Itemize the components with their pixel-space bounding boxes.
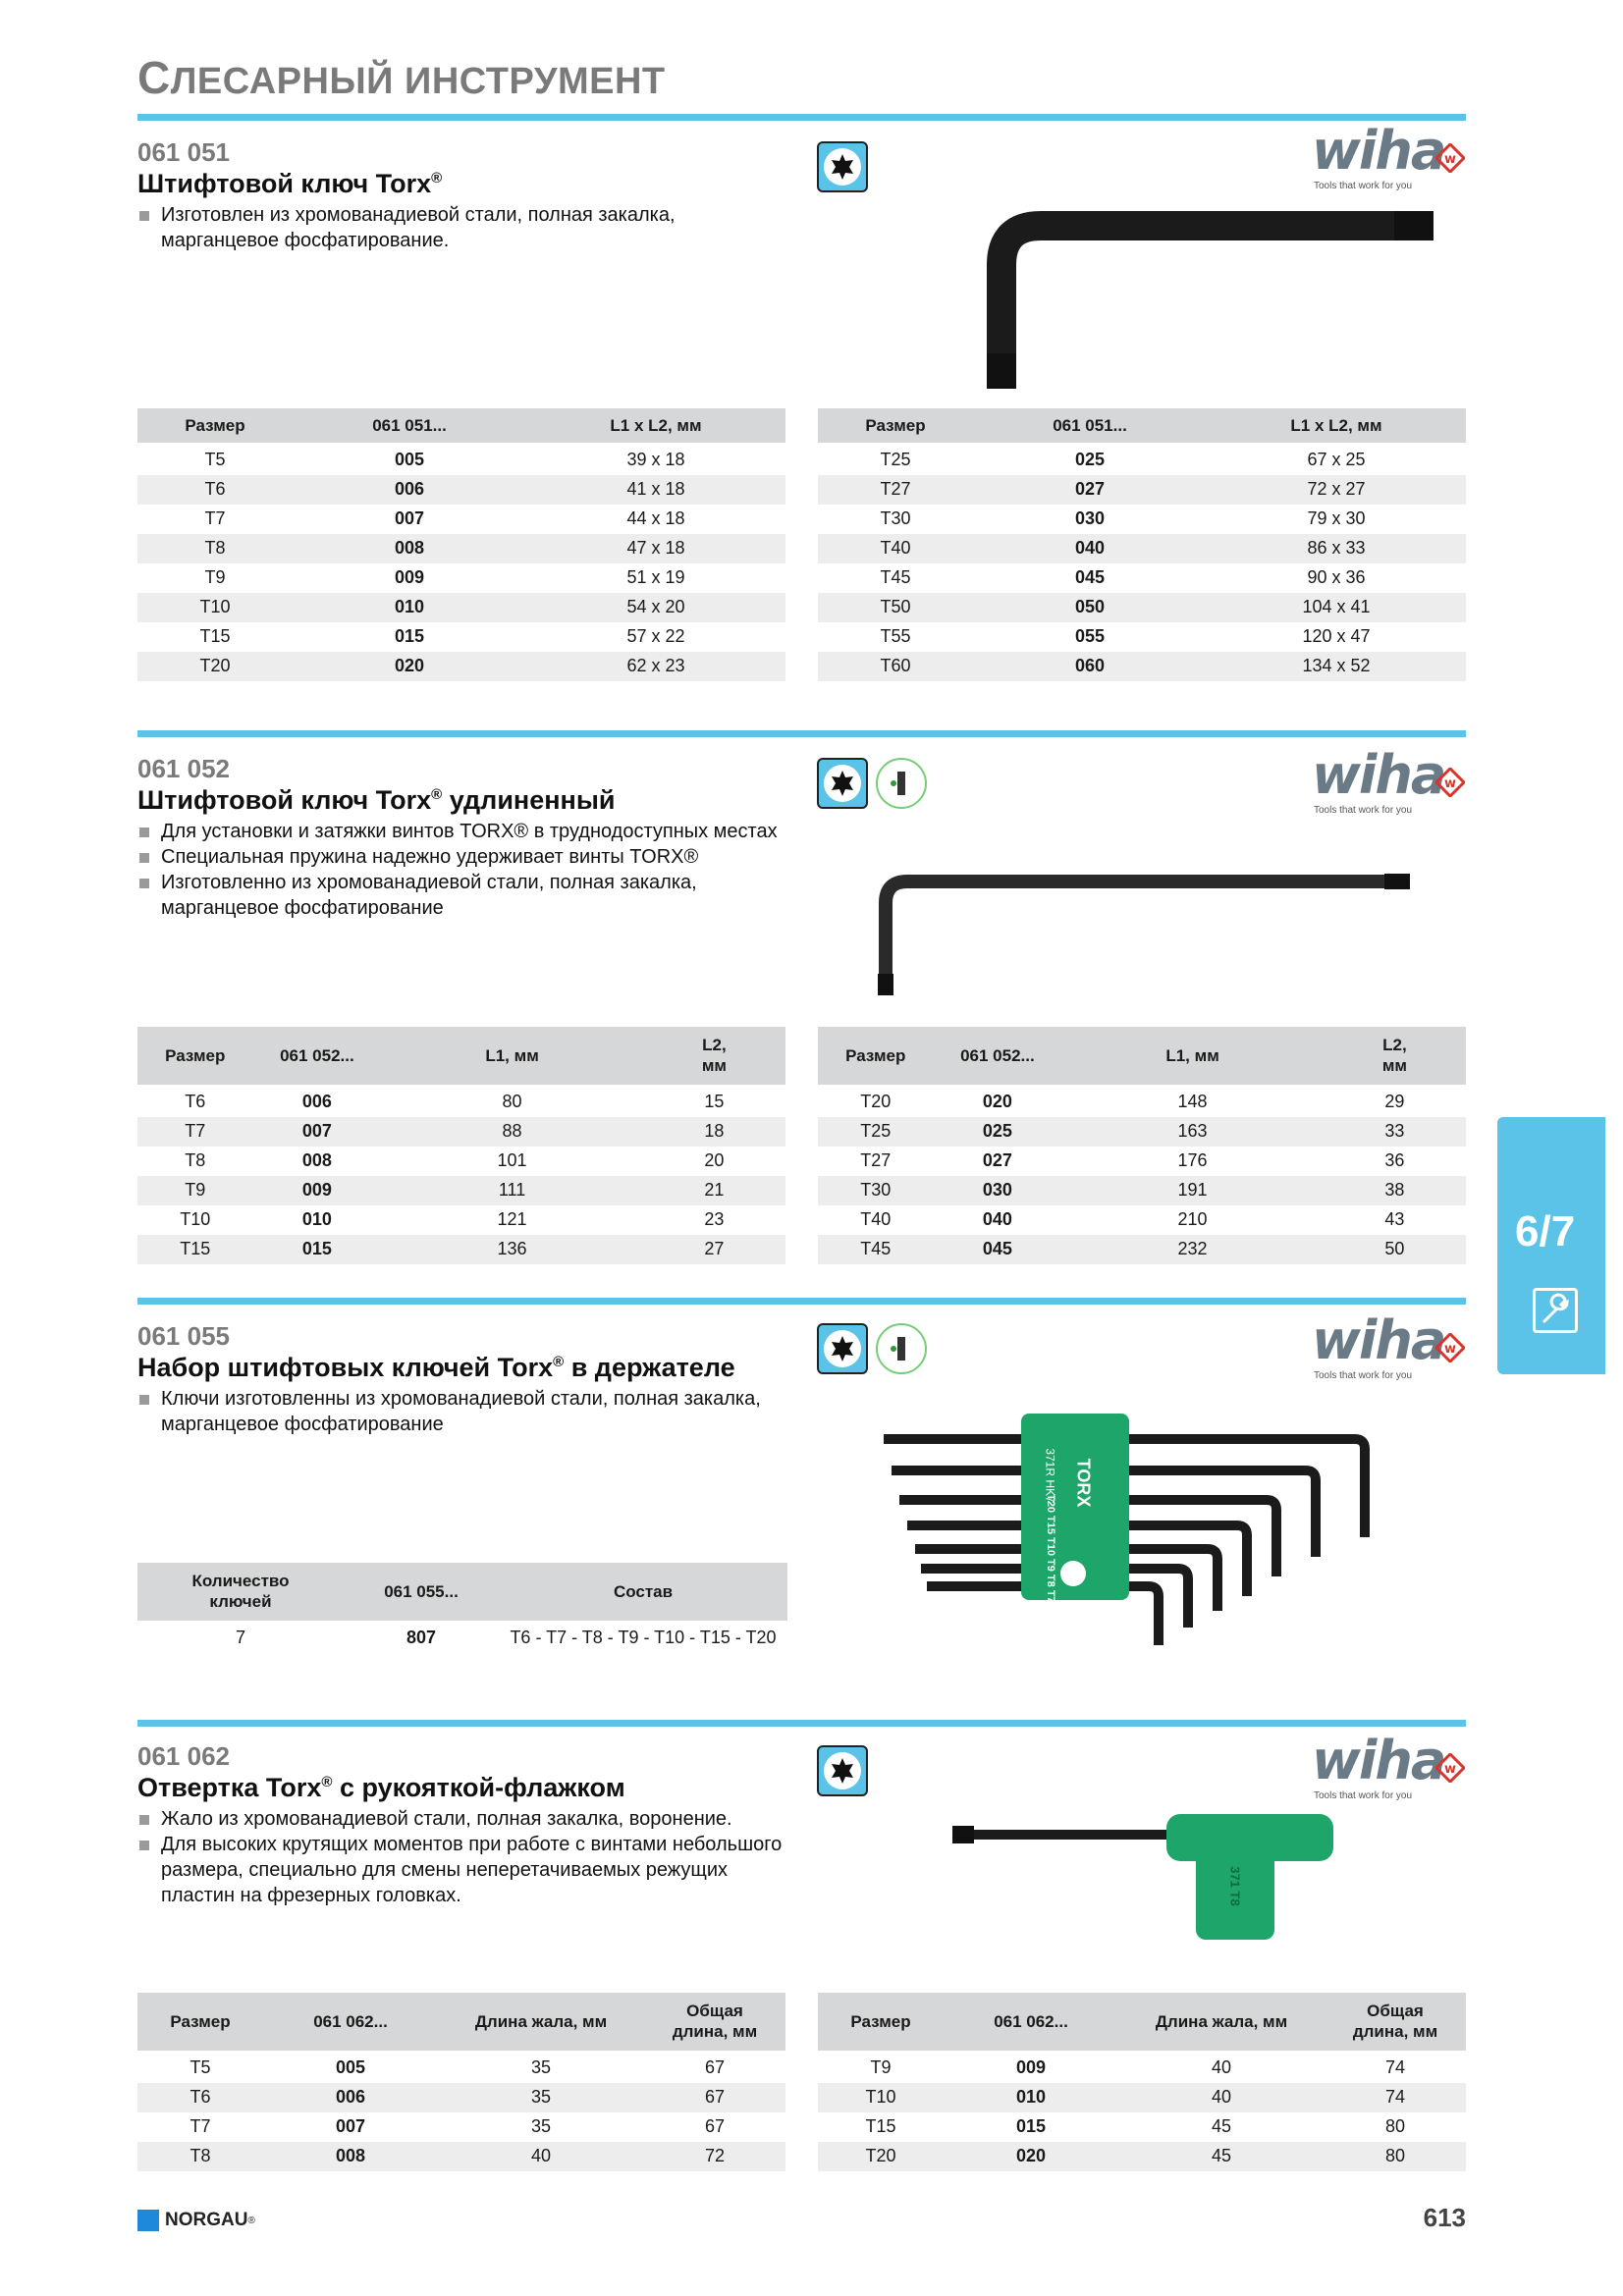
table-header: L1 x L2, мм (1207, 408, 1466, 444)
cell-code: 015 (1015, 2116, 1047, 2136)
cell-size: T40 (818, 534, 973, 563)
table-header: 061 052... (253, 1027, 382, 1086)
cell-size: T7 (204, 508, 226, 528)
bullet-item: Изготовленно из хромованадиевой стали, полная закалка, марганцевое фосфатирование (137, 870, 750, 921)
cell-size: T6 (137, 475, 293, 505)
table-row (137, 2142, 785, 2171)
brand-square-icon (137, 2210, 159, 2231)
table-row (137, 1622, 787, 1653)
cell-dims: 44 x 18 (626, 508, 685, 528)
cell-size: T30 (818, 1176, 934, 1205)
cell-dims: 90 x 36 (1307, 567, 1366, 587)
cell-l1: 232 (1061, 1235, 1324, 1264)
spec-table (137, 1027, 785, 1264)
cell-dims: 57 x 22 (626, 626, 685, 646)
cell-code: 027 (982, 1150, 1012, 1170)
cell-blade-length: 35 (530, 2116, 552, 2136)
wiha-logo-tagline: Tools that work for you (1314, 1370, 1413, 1381)
cell-code: 008 (301, 1150, 332, 1170)
torx-drive-icon (817, 758, 868, 809)
section-bullets (137, 1806, 785, 1908)
section-title-text: Штифтовой ключ Torx (137, 169, 432, 198)
cell-l1: 80 (502, 1092, 522, 1111)
table-row (818, 652, 1466, 681)
cell-total-length: 67 (704, 2116, 726, 2136)
bullet-item: Для установки и затяжки винтов TORX® в труднодоступных местах (137, 819, 805, 844)
table-header: Длина жала, мм (1118, 1993, 1325, 2052)
cell-code: 040 (982, 1209, 1012, 1229)
cell-code: 030 (934, 1176, 1062, 1205)
cell-composition: T6 - T7 - T8 - T9 - T10 - T15 - T20 (510, 1628, 777, 1647)
section-bullets (137, 202, 727, 253)
cell-code: 027 (973, 475, 1207, 505)
table-header: Общая длина, мм (644, 1993, 785, 2052)
table-row (137, 2112, 785, 2142)
wiha-logo-text: wiha (1312, 1730, 1445, 1791)
table-row (137, 1147, 785, 1176)
table-row (137, 505, 785, 534)
torx-drive-icon (817, 1323, 868, 1374)
section-title-sup: ® (321, 1774, 333, 1790)
cell-size: T8 (137, 2142, 263, 2171)
svg-text:w: w (1443, 776, 1457, 791)
cell-l1: 121 (497, 1209, 527, 1229)
table-header: L2, мм (643, 1027, 785, 1086)
table-row (818, 563, 1466, 593)
cell-blade-length: 40 (1118, 2083, 1325, 2112)
cell-l2: 27 (643, 1235, 785, 1264)
cell-code: 045 (934, 1235, 1062, 1264)
section-title-suffix: удлиненный (442, 785, 616, 815)
page-header-title (137, 51, 666, 104)
wiha-badge-icon (1435, 768, 1465, 797)
cell-size: T45 (818, 1235, 934, 1264)
cell-size: T8 (185, 1150, 206, 1170)
wiha-logo-tagline: Tools that work for you (1314, 181, 1413, 191)
cell-dims: 72 x 27 (1207, 475, 1466, 505)
cell-l2: 43 (1384, 1209, 1405, 1229)
table-row (137, 1086, 785, 1117)
table-row (818, 2112, 1466, 2142)
svg-text:w: w (1443, 152, 1457, 167)
table-row (818, 1176, 1466, 1205)
table-header: 061 052... (934, 1027, 1062, 1086)
cell-code: 010 (944, 2083, 1118, 2112)
table-row (818, 2052, 1466, 2083)
section-title (137, 169, 442, 199)
table-header: Размер (137, 1027, 253, 1086)
cell-dims: 51 x 19 (626, 567, 685, 587)
cell-total-length: 67 (704, 2057, 726, 2077)
wiha-logo-tagline: Tools that work for you (1314, 1790, 1413, 1801)
table-row (137, 622, 785, 652)
cell-code: 807 (406, 1628, 437, 1647)
cell-blade-length: 40 (438, 2142, 644, 2171)
cell-code: 030 (1074, 508, 1106, 528)
section-title (137, 1353, 735, 1383)
section-rule (137, 730, 1466, 737)
table-row (818, 534, 1466, 563)
table-row (137, 534, 785, 563)
spec-table (818, 408, 1466, 681)
table-row (137, 475, 785, 505)
cell-code: 005 (394, 450, 425, 469)
wiha-logo-text: wiha (1312, 1309, 1445, 1371)
torx-drive-icon (817, 1745, 868, 1796)
cell-code: 010 (293, 593, 526, 622)
bullet-item: Специальная пружина надежно удерживает винты TORX® (137, 844, 805, 870)
cell-total-length: 80 (1384, 2116, 1406, 2136)
table-row (137, 444, 785, 475)
section-title (137, 1773, 625, 1803)
cell-size: T8 (137, 534, 293, 563)
cell-l1: 148 (1177, 1092, 1208, 1111)
table-row (137, 2083, 785, 2112)
wiha-logo (1312, 1730, 1469, 1812)
flag-handle-grip (1196, 1834, 1274, 1940)
table-row (818, 2083, 1466, 2112)
holder-label-model: 371R HK7 (1043, 1448, 1057, 1503)
cell-code: 005 (335, 2057, 366, 2077)
cell-dims: 62 x 23 (526, 652, 785, 681)
cell-l2: 23 (704, 1209, 725, 1229)
cell-size: T9 (870, 2057, 892, 2077)
section-code: 061 051 (137, 137, 230, 167)
table-header: 061 055... (344, 1563, 499, 1622)
bullet-item: Для высоких крутящих моментов при работе с винтами небольшого размера, специально для смены неперетачиваемых режущих пластин на фрезерных головках. (137, 1832, 785, 1908)
cell-blade-length: 35 (438, 2083, 644, 2112)
cell-l1: 101 (497, 1150, 527, 1170)
cell-l2: 15 (704, 1092, 725, 1111)
cell-dims: 86 x 33 (1207, 534, 1466, 563)
cell-size: T20 (818, 2142, 944, 2171)
section-bullets (137, 819, 805, 921)
cell-code: 010 (301, 1209, 332, 1229)
cell-l1: 176 (1177, 1150, 1208, 1170)
holder-body: TORX 371R HK7 T20 T15 T10 T9 T8 T7 T6 (1021, 1414, 1129, 1600)
cell-dims: 79 x 30 (1307, 508, 1366, 528)
cell-l1: 136 (381, 1235, 643, 1264)
table-row (818, 1205, 1466, 1235)
cell-code: 020 (982, 1092, 1012, 1111)
wiha-badge-icon (1435, 1333, 1465, 1362)
cell-total-length: 74 (1325, 2083, 1466, 2112)
section-title-sup: ® (553, 1354, 565, 1370)
cell-l2: 29 (1384, 1092, 1405, 1111)
table-row (137, 1117, 785, 1147)
cell-size: T5 (204, 450, 226, 469)
cell-blade-length: 45 (1211, 2116, 1232, 2136)
cell-code: 055 (1074, 626, 1106, 646)
cell-code: 045 (1074, 567, 1106, 587)
chapter-side-tab[interactable] (1497, 1117, 1605, 1374)
cell-count: 7 (235, 1628, 245, 1647)
section-rule (137, 1720, 1466, 1727)
cell-code: 025 (934, 1117, 1062, 1147)
spec-table (137, 1563, 787, 1653)
wiha-logo-text: wiha (1312, 120, 1445, 182)
section-title-suffix: с рукояткой-флажком (332, 1773, 625, 1802)
wrench-icon (1533, 1288, 1578, 1333)
cell-l2: 18 (643, 1117, 785, 1147)
cell-size: T10 (818, 2083, 944, 2112)
cell-code: 040 (973, 534, 1207, 563)
section-code: 061 055 (137, 1321, 230, 1351)
cell-size: T27 (818, 475, 973, 505)
footer-brand-sup: ® (247, 2215, 255, 2226)
bullet-item: Ключи изготовленны из хромованадиевой стали, полная закалка, марганцевое фосфатирование (137, 1386, 805, 1437)
cell-code: 007 (253, 1117, 382, 1147)
cell-size: T10 (180, 1209, 211, 1229)
screwdriver-blade (952, 1830, 1178, 1840)
wiha-logo-text: wiha (1312, 744, 1445, 806)
cell-size: T5 (189, 2057, 211, 2077)
table-header: Размер (137, 1993, 263, 2052)
section-title-sup: ® (431, 170, 443, 187)
cell-blade-length: 35 (530, 2057, 552, 2077)
table-row (137, 1235, 785, 1264)
section-title-text: Набор штифтовых ключей Torx (137, 1353, 554, 1382)
wiha-badge-icon (1435, 143, 1465, 173)
chapter-number: 6/7 (1515, 1207, 1576, 1255)
cell-blade-length: 45 (1118, 2142, 1325, 2171)
cell-l2: 20 (704, 1150, 725, 1170)
cell-size: T55 (880, 626, 911, 646)
holder-label-torx: TORX (1073, 1458, 1094, 1508)
cell-l1: 163 (1061, 1117, 1324, 1147)
cell-code: 020 (944, 2142, 1118, 2171)
table-row (137, 1176, 785, 1205)
cell-total-length: 67 (644, 2083, 785, 2112)
cell-size: T6 (137, 2083, 263, 2112)
cell-size: T27 (860, 1150, 892, 1170)
table-row (818, 1147, 1466, 1176)
cell-size: T7 (189, 2116, 211, 2136)
cell-size: T15 (199, 626, 231, 646)
bullet-item: Жало из хромованадиевой стали, полная закалка, воронение. (137, 1806, 785, 1832)
cell-dims: 39 x 18 (626, 450, 685, 469)
screwdriver-tip (952, 1826, 974, 1843)
table-row (137, 563, 785, 593)
cell-size: T30 (880, 508, 911, 528)
cell-size: T40 (860, 1209, 892, 1229)
cell-l2: 21 (643, 1176, 785, 1205)
table-row (818, 1235, 1466, 1264)
spec-table (137, 1993, 785, 2171)
cell-code: 006 (293, 475, 526, 505)
wiha-logo (1312, 120, 1469, 202)
table-row (818, 1117, 1466, 1147)
cell-dims: 134 x 52 (1207, 652, 1466, 681)
table-row (818, 1086, 1466, 1117)
spring-holder-icon (876, 758, 927, 809)
cell-code: 025 (1074, 450, 1106, 469)
cell-code: 007 (394, 508, 425, 528)
cell-size: T20 (137, 652, 293, 681)
table-header: Размер (818, 1027, 934, 1086)
long-torx-key-photo (864, 864, 1414, 1001)
table-header: 061 051... (973, 408, 1207, 444)
cell-dims: 120 x 47 (1302, 626, 1371, 646)
cell-total-length: 72 (644, 2142, 785, 2171)
table-header: Количество ключей (137, 1563, 344, 1622)
table-row (818, 2142, 1466, 2171)
cell-size: T6 (185, 1092, 206, 1111)
spring-holder-icon (876, 1323, 927, 1374)
cell-size: T45 (880, 567, 911, 587)
key-set-holder-photo (874, 1410, 1384, 1665)
section-rule (137, 1298, 1466, 1305)
cell-dims: 41 x 18 (526, 475, 785, 505)
cell-size: T7 (137, 1117, 253, 1147)
section-title-text: Отвертка Torx (137, 1773, 322, 1802)
wiha-logo (1312, 1309, 1469, 1392)
cell-size: T15 (865, 2116, 896, 2136)
spec-table (818, 1027, 1466, 1264)
table-row (818, 593, 1466, 622)
flag-handle-screwdriver-photo (952, 1814, 1365, 1951)
table-header: L2, мм (1324, 1027, 1466, 1086)
cell-size: T15 (137, 1235, 253, 1264)
table-header: Состав (499, 1563, 787, 1622)
flag-handle-label: 371 T8 (1227, 1866, 1243, 1906)
section-code: 061 052 (137, 754, 230, 783)
cell-blade-length: 40 (1211, 2057, 1232, 2077)
section-bullets (137, 1386, 805, 1437)
cell-code: 006 (301, 1092, 332, 1111)
table-row (137, 652, 785, 681)
cell-code: 006 (263, 2083, 438, 2112)
table-header: L1, мм (381, 1027, 643, 1086)
cell-code: 015 (253, 1235, 382, 1264)
cell-size: T50 (818, 593, 973, 622)
table-header: Размер (818, 1993, 944, 2052)
cell-l2: 36 (1384, 1150, 1405, 1170)
cell-code: 020 (293, 652, 526, 681)
cell-code: 060 (973, 652, 1207, 681)
cell-code: 009 (394, 567, 425, 587)
table-row (818, 444, 1466, 475)
table-row (137, 2052, 785, 2083)
table-header: L1, мм (1061, 1027, 1324, 1086)
bullet-item: Изготовлен из хромованадиевой стали, полная закалка, марганцевое фосфатирование. (137, 202, 727, 253)
cell-l2: 33 (1324, 1117, 1466, 1147)
table-header: 061 062... (944, 1993, 1118, 2052)
cell-dims: 47 x 18 (526, 534, 785, 563)
cell-size: T25 (818, 1117, 934, 1147)
cell-l1: 111 (381, 1176, 643, 1205)
cell-dims: 104 x 41 (1207, 593, 1466, 622)
wiha-logo-tagline: Tools that work for you (1314, 805, 1413, 816)
holder-hole (1060, 1561, 1086, 1586)
spec-table (137, 408, 785, 681)
section-title-suffix: в держателе (564, 1353, 735, 1382)
cell-code: 007 (335, 2116, 366, 2136)
torx-drive-icon (817, 141, 868, 192)
table-header: L1 x L2, мм (526, 408, 785, 444)
table-header: Размер (818, 408, 973, 444)
table-row (137, 593, 785, 622)
page-number: 613 (1423, 2203, 1466, 2232)
spec-table (818, 1993, 1466, 2171)
table-header: Общая длина, мм (1325, 1993, 1466, 2052)
cell-code: 008 (293, 534, 526, 563)
header-title-initial: С (137, 52, 171, 103)
table-row (818, 622, 1466, 652)
torx-key-photo (962, 206, 1453, 393)
section-title-text: Штифтовой ключ Torx (137, 785, 432, 815)
cell-dims: 67 x 25 (1307, 450, 1366, 469)
table-header: 061 051... (293, 408, 526, 444)
header-rule (137, 114, 1466, 121)
cell-size: T10 (137, 593, 293, 622)
table-header: 061 062... (263, 1993, 438, 2052)
cell-l2: 50 (1324, 1235, 1466, 1264)
cell-total-length: 80 (1325, 2142, 1466, 2171)
section-title-sup: ® (431, 786, 443, 803)
cell-code: 008 (263, 2142, 438, 2171)
section-code: 061 062 (137, 1741, 230, 1771)
cell-size: T20 (860, 1092, 892, 1111)
wiha-badge-icon (1435, 1753, 1465, 1783)
table-header: Длина жала, мм (438, 1993, 644, 2052)
cell-dims: 54 x 20 (526, 593, 785, 622)
cell-size: T9 (137, 1176, 253, 1205)
svg-text:w: w (1443, 1342, 1457, 1357)
cell-code: 015 (394, 626, 425, 646)
cell-code: 050 (973, 593, 1207, 622)
footer-brand (137, 2210, 255, 2231)
cell-size: T25 (880, 450, 911, 469)
cell-total-length: 74 (1384, 2057, 1406, 2077)
footer-brand-name: NORGAU (165, 2210, 248, 2230)
cell-l1: 191 (1061, 1176, 1324, 1205)
wiha-logo (1312, 744, 1469, 827)
header-title-rest: ЛЕСАРНЫЙ ИНСТРУМЕНТ (170, 61, 666, 102)
cell-code: 009 (253, 1176, 382, 1205)
table-row (818, 475, 1466, 505)
cell-l2: 38 (1324, 1176, 1466, 1205)
cell-l1: 210 (1177, 1209, 1208, 1229)
table-row (818, 505, 1466, 534)
cell-size: T60 (818, 652, 973, 681)
table-header: Размер (137, 408, 293, 444)
cell-size: T9 (204, 567, 226, 587)
cell-code: 009 (1015, 2057, 1047, 2077)
table-row (137, 1205, 785, 1235)
svg-text:w: w (1443, 1762, 1457, 1777)
section-title (137, 785, 616, 816)
cell-l1: 88 (381, 1117, 643, 1147)
